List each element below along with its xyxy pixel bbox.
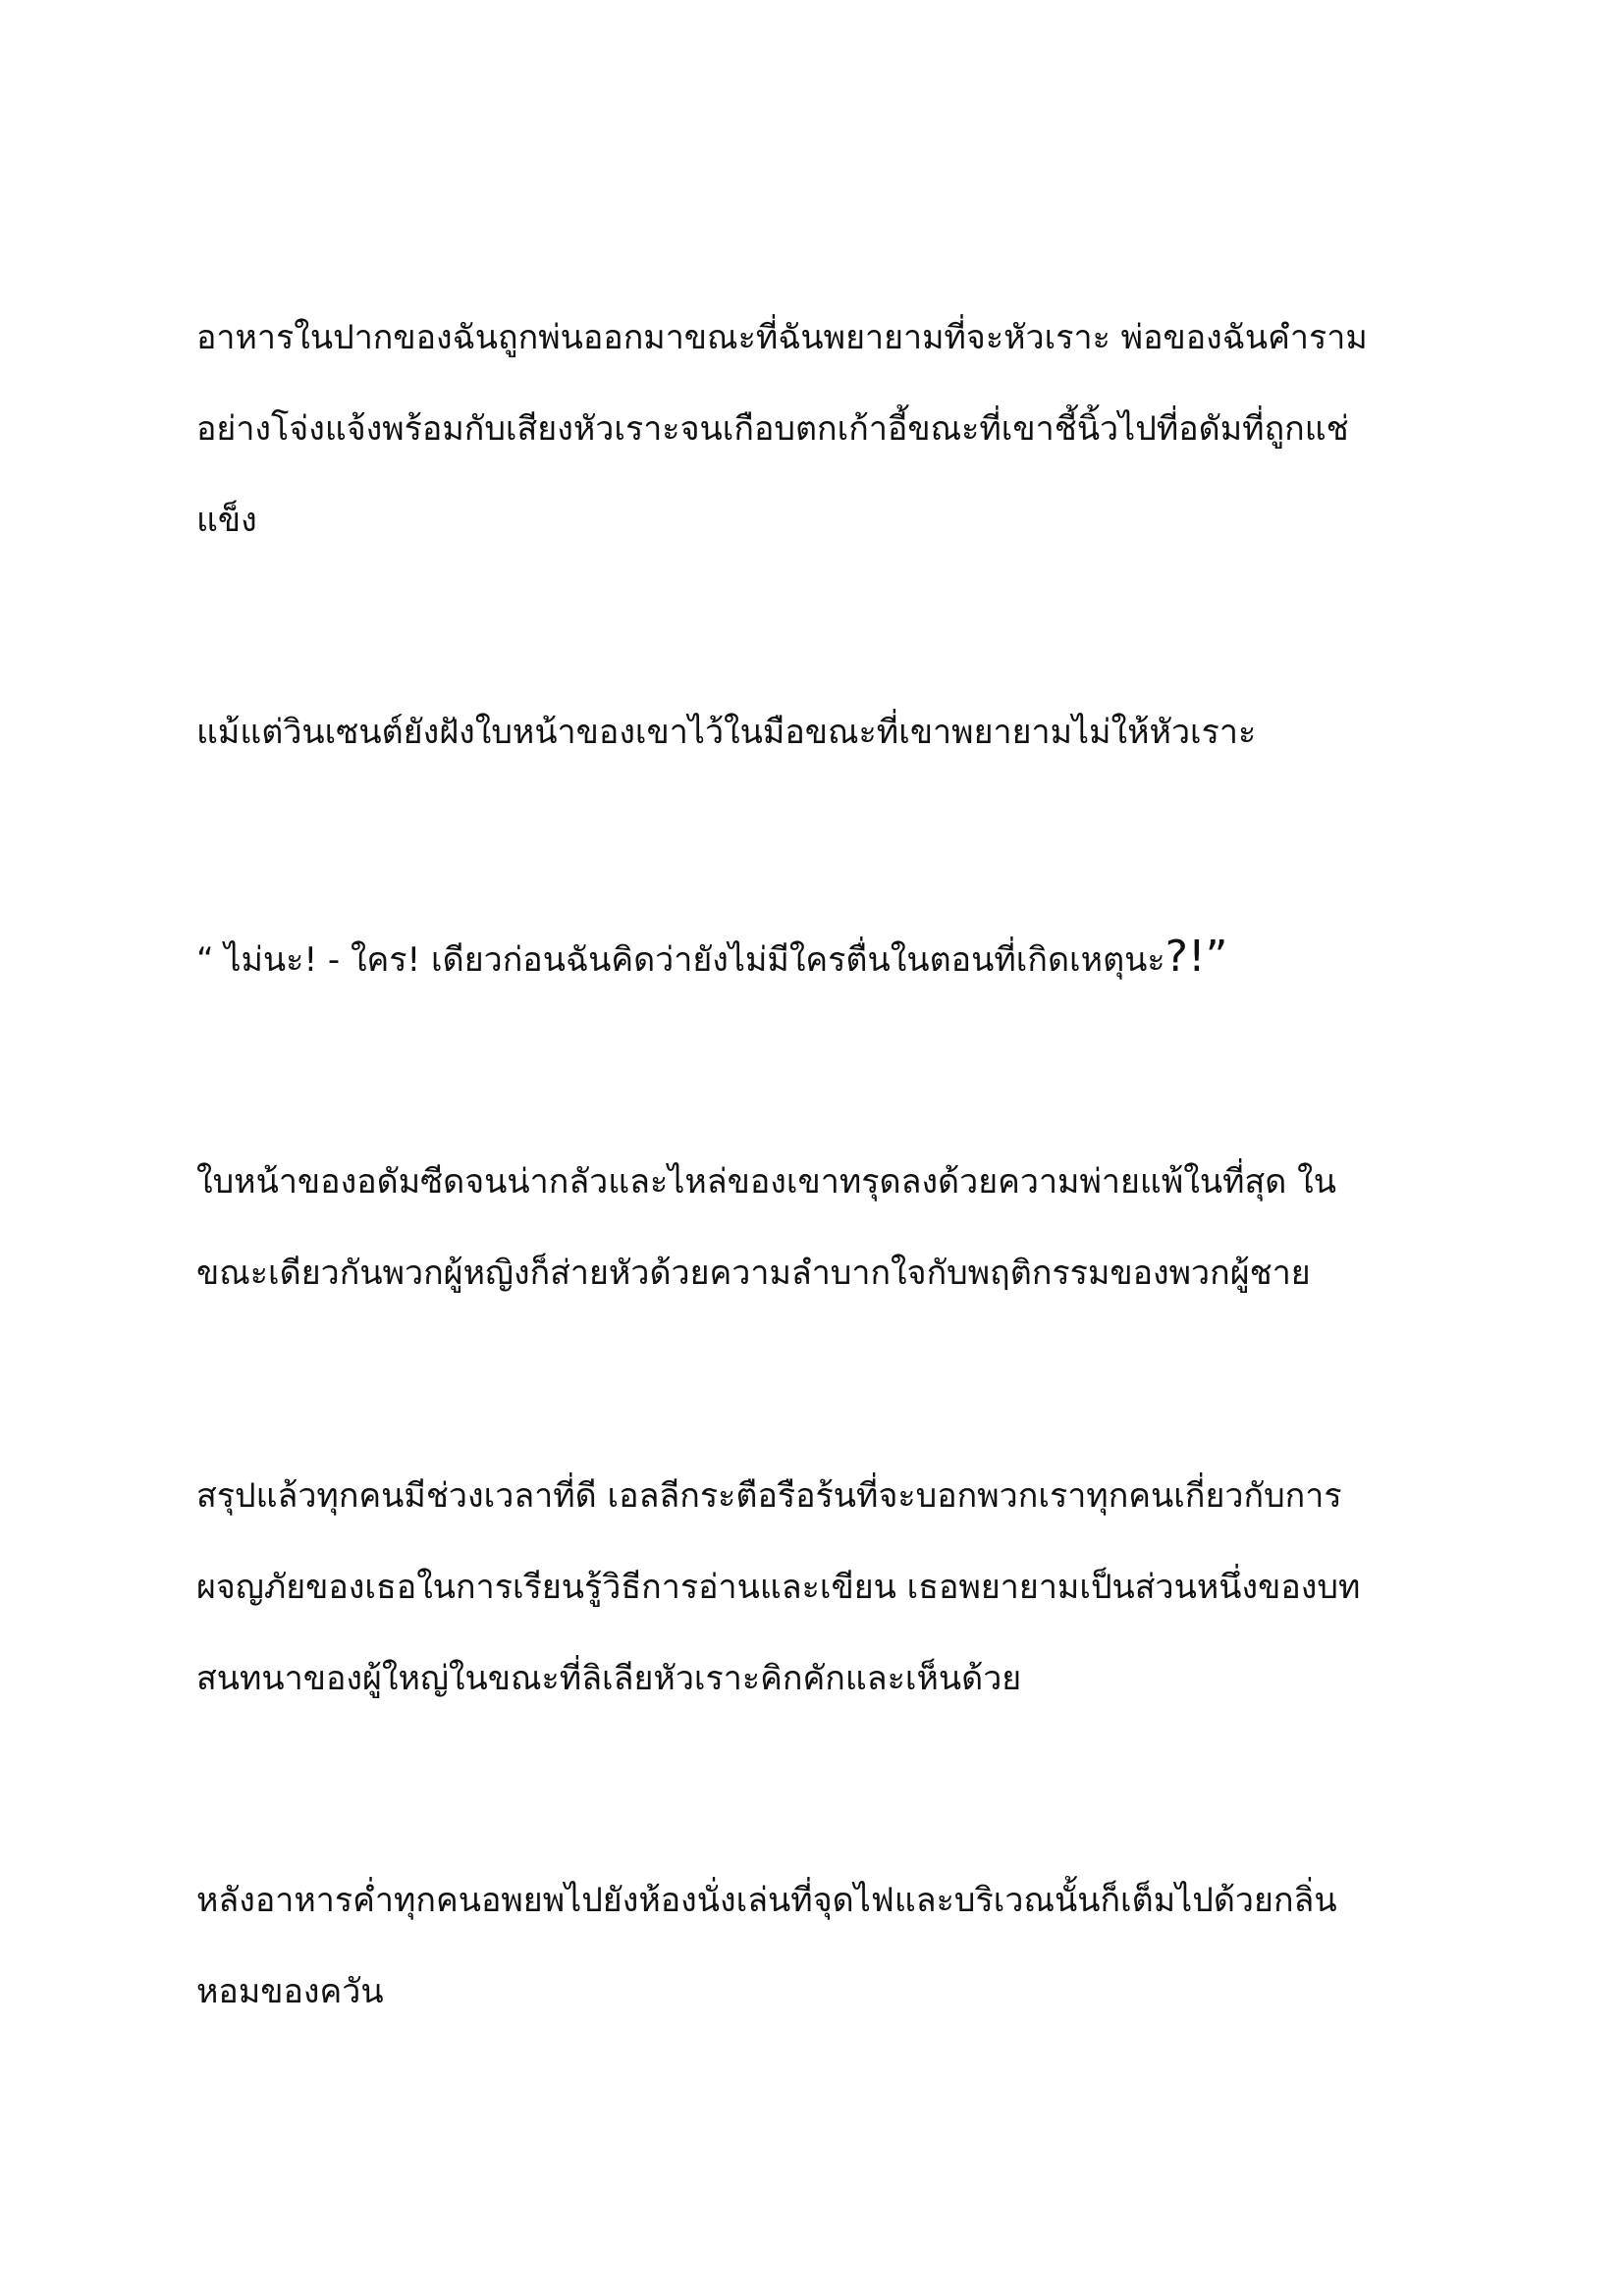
paragraph-5-line-2: ผจญภัยของเธอในการเรียนรู้วิธีการอ่านและเขียน เธอพยายามเป็นส่วนหนึ่งของบท <box>196 1568 1361 1607</box>
paragraph-4-line-1: ใบหน้าของอดัมซีดจนน่ากลัวและไหล่ของเขาทรุดลงด้วยความพ่ายแพ้ในที่สุด ใน <box>196 1162 1336 1201</box>
paragraph-3-line-1 <box>196 911 1434 1006</box>
paragraph-1-line-2: อย่างโจ่งแจ้งพร้อมกับเสียงหัวเราะจนเกือบตกเก้าอี้ขณะที่เขาชี้นิ้วไปที่อดัมที่ถูกแช่ <box>196 409 1349 449</box>
paragraph-1 <box>196 293 1434 566</box>
paragraph-5 <box>196 1451 1434 1725</box>
paragraph-2-line-1: แม้แต่วินเซนต์ยังฝังใบหน้าของเขาไว้ในมือขณะที่เขาพยายามไม่ให้หัวเราะ <box>196 713 1257 752</box>
paragraph-1-line-1: อาหารในปากของฉันถูกพ่นออกมาขณะที่ฉันพยายามที่จะหัวเราะ พ่อของฉันคำราม <box>196 318 1368 357</box>
paragraph-4-line-2: ขณะเดียวกันพวกผู้หญิงก็ส่ายหัวด้วยความลำบากใจกับพฤติกรรมของพวกผู้ชาย <box>196 1254 1311 1293</box>
paragraph-6-line-1: หลังอาหารค่ำทุกคนอพยพไปยังห้องนั่งเล่นที่จุดไฟและบริเวณนั้นก็เต็มไปด้วยกลิ่น <box>196 1881 1337 1920</box>
dialogue-ending-punctuation: ?!” <box>1164 932 1228 982</box>
paragraph-3-dialogue <box>196 911 1434 1006</box>
paragraph-4 <box>196 1137 1434 1319</box>
dialogue-text: “ ไม่นะ! - ใคร! เดียวก่อนฉันคิดว่ายังไม่มีใครตื่นในตอนที่เกิดเหตุนะ <box>196 940 1165 980</box>
paragraph-2 <box>196 687 1434 778</box>
paragraph-1-line-3: แข็ง <box>196 501 257 540</box>
paragraph-5-line-1: สรุปแล้วทุกคนมีช่วงเวลาที่ดี เอลลีกระตือรือร้นที่จะบอกพวกเราทุกคนเกี่ยวกับการ <box>196 1476 1342 1516</box>
paragraph-5-line-3: สนทนาของผู้ใหญ่ในขณะที่ลิเลียหัวเราะคิกคักและเห็นด้วย <box>196 1659 1022 1698</box>
paragraph-6-line-2: หอมของควัน <box>196 1972 384 2011</box>
paragraph-6 <box>196 1855 1434 2038</box>
